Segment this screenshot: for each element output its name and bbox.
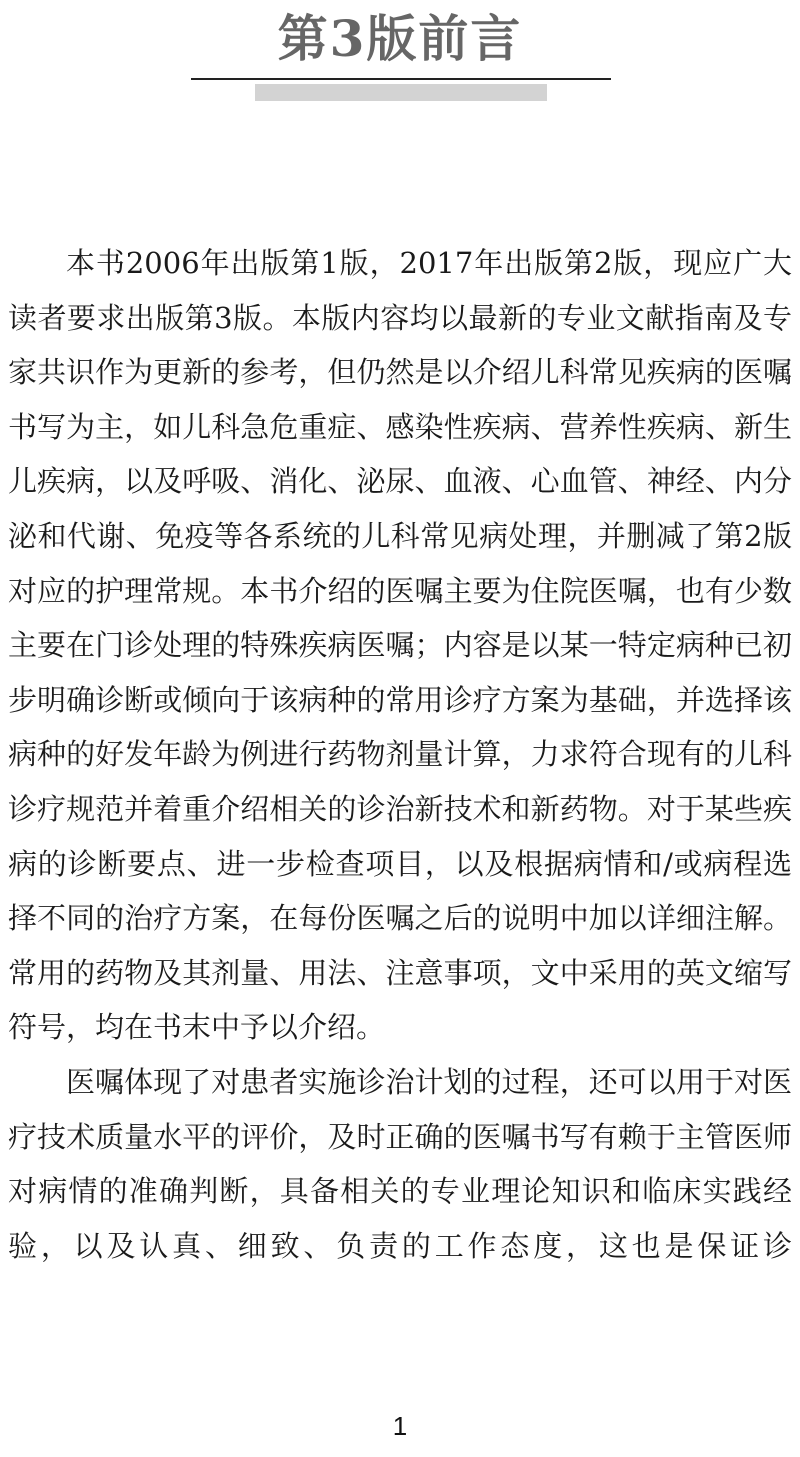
body-text	[8, 236, 792, 1273]
title-rule	[191, 78, 611, 80]
paragraph-2: 医嘱体现了对患者实施诊治计划的过程，还可以用于对医疗技术质量水平的评价，及时正确的医嘱书写有赖于主管医师对病情的准确判断，具备相关的专业理论知识和临床实践经验，以及认真、细致、负责的工作态度，这也是保证诊	[8, 1064, 792, 1263]
page-number: 1	[392, 1411, 408, 1441]
title-gray-band	[255, 84, 547, 101]
page-title: 第3版前言	[277, 9, 523, 68]
paragraph-1: 本书2006年出版第1版，2017年出版第2版，现应广大读者要求出版第3版。本版内容均以最新的专业文献指南及专家共识作为更新的参考，但仍然是以介绍儿科常见疾病的医嘱书写为主，如儿科急危重症、感染性疾病、营养性疾病、新生儿疾病，以及呼吸、消化、泌尿、血液、心血管、神经、内分泌和代谢、免疫等各系统的儿科常见病处理，并删减了第2版对应的护理常规。本书介绍的医嘱主要为住院医嘱，也有少数主要在门诊处理的特殊疾病医嘱；内容是以某一特定病种已初步明确诊断或倾向于该病种的常用诊疗方案为基础，并选择该病种的好发年龄为例进行药物剂量计算，力求符合现有的儿科诊疗规范并着重介绍相关的诊治新技术和新药物。对于某些疾病的诊断要点、进一步检查项目，以及根据病情和/或病程选择不同的治疗方案，在每份医嘱之后的说明中加以详细注解。常用的药物及其剂量、用法、注意事项，文中采用的英文缩写符号，均在书末中予以介绍。	[8, 246, 792, 1045]
